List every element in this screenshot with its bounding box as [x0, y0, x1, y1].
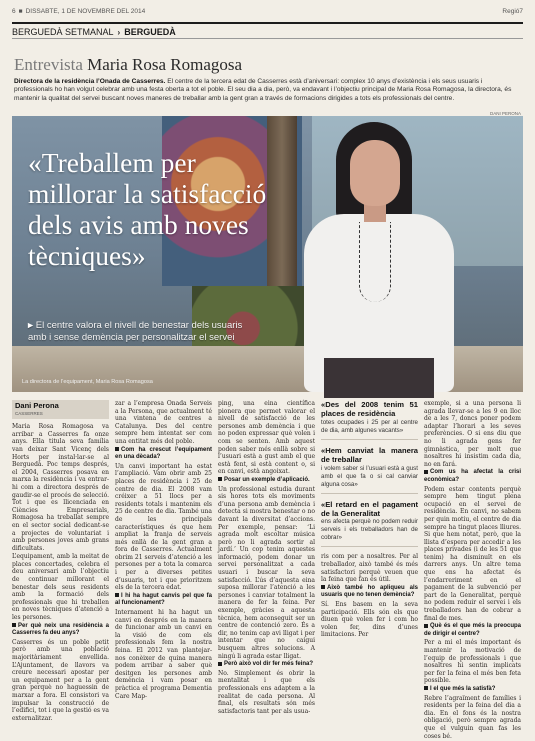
photo-subquote — [28, 320, 258, 344]
interview-question — [115, 593, 212, 608]
paragraph: ping, una eina científica pionera que permet valorar el nivell de satisfacció de les persones amb demència i que no poden expressar què volen i com se senten. Amb aquest poden saber més enllà sobre si l’usuari està a gust amb el que està fent, si està content o, si en canvi, està angoixat. — [218, 400, 315, 476]
square-bullet-icon — [115, 593, 119, 597]
interview-question — [115, 447, 212, 462]
question-text: Posar un exemple d’aplicació. — [224, 476, 310, 483]
question-text: Què és el que més la preocupa de dirigir el centre? — [424, 623, 521, 637]
byline-place: CASSERRES — [15, 410, 43, 416]
publication-name: Regió7 — [502, 8, 523, 15]
column-1 — [12, 400, 109, 723]
intro-lead: Directora de la residència l’Onada de Casserres. — [14, 78, 166, 85]
triangle-right-icon: ▸ — [28, 320, 33, 331]
headline-name: Maria Rosa Romagosa — [87, 55, 243, 74]
interview-question — [424, 623, 521, 638]
paragraph: Un canvi important ha estat l’ampliació. Vam obrir amb 25 places de residència i 25 de centre de dia. El 2008 vam créixer a 51 llocs per a residents totals i mantenim els 25 de centre de dia. També una de les principals característiques és que hem ampliat la franja de serveis més enllà de la gent gran a fora de Casserres. Actualment obrim 21 serveis d’atenció a les persones per a tota la comarca i per a diverses petites d’usuaris, tot i que prioritzem els de la tercera edat. — [115, 462, 212, 592]
paragraph: Internament hi ha hagut un canvi en després en la manera de funcionar amb un canvi en la visió de com els professionals fem la nostra feina. El 2012 van plantejar-nos conèixer de quina manera podem arribar a saber què desitgen les persones amb demència i vam posar en pràctica el programa Dementia Care Map- — [115, 609, 212, 700]
article-body — [12, 400, 523, 740]
paragraph: Sí. Ens basem en la seva participació. Ells són els que diuen què volen fer i com ho volen fer, dins d’unes limitacions. Per — [321, 601, 418, 639]
question-text: Però això vol dir fer més feina? — [224, 661, 314, 668]
subquote-text: El centre valora el nivell de benestar dels usuaris amb i sense demència per personalitzar el servei — [28, 320, 243, 343]
interview-question — [218, 661, 315, 669]
question-text: I hi ha hagut canvis pel que fa al funcionament? — [115, 592, 212, 607]
column-3 — [218, 400, 315, 716]
question-text: Com ha crescut l’equipament en una dècada? — [115, 446, 212, 461]
highlight-text: totes ocupades i 25 per al centre de dia, amb algunes vacants» — [321, 418, 418, 434]
column-4 — [321, 400, 418, 640]
article-headline — [14, 55, 242, 75]
paragraph: zar a l’empresa Onada Serveis a la Persona, que actualment té una vintena de centres a Catalunya. Des del centre sempre hem intentat ser com una entitat més del poble. — [115, 400, 212, 445]
section-name: BERGUEDÀ SETMANAL — [12, 27, 114, 37]
paragraph: Per a mi el més important és mantenir la motivació de l’equip de professionals i que nosaltres hi sentin implicats per fer la feina el més ben feta possible. — [424, 639, 521, 685]
highlight-head: «Hem canviat la manera de treballar — [321, 445, 418, 465]
paragraph: L’equipament, amb la meitat de places concertades, celebra el deu aniversari amb l’objectiu de continuar millorant el benestar dels seus residents amb la formació dels professionals que hi treballen en noves tècniques d’atenció a les persones. — [12, 553, 109, 622]
article-intro — [14, 78, 523, 103]
question-text: Això també ho apliqueu als usuaris que no tenen demència? — [321, 584, 418, 599]
person-face — [350, 140, 400, 206]
highlight-text: ens afecta perquè no podem reduir serveis i els treballadors han de cobrar» — [321, 518, 418, 542]
square-bullet-icon — [218, 477, 222, 481]
headline-kicker: Entrevista — [14, 55, 83, 74]
highlight-quote — [321, 446, 418, 494]
photo-caption: La directora de l’equipament, Maria Rosa Romagosa — [22, 379, 153, 385]
highlight-head: «El retard en el pagament de la Generalitat — [321, 499, 418, 519]
interview-question — [321, 585, 418, 600]
column-5 — [424, 400, 521, 741]
section-divider — [12, 38, 523, 39]
page-number: 6 — [12, 8, 16, 15]
paragraph: Casserres és un poble petit però amb una població majoritàriament envellida. L’Ajuntament, de llavors va creure necessari apostar per un equipament per a la gent gran perquè no haguessin de marxar a fora. El consistori va impulsar la construcció de l’edifici, tot i que la gestió es va externalitzar. — [12, 638, 109, 722]
paragraph: Maria Rosa Romagosa va arribar a Casserres fa onze anys. Ella titula seva família van deixar Sant Vicenç dels Horts per instal·lar-se al Berguedà. Poc temps després, el 2004, Casserres posava en marxa la residència i va entrar-hi com a directora després de gaudir-se el procés de selecció. Tot i que es llicenciada en Ciències Empresarials, Romagosa ha treballat sempre en el sector social dedicant-se a projectes de voluntariat i amb persones joves amb grans dificultats. — [12, 423, 109, 552]
square-bullet-icon — [424, 470, 428, 474]
byline-author: Dani Perona — [15, 401, 59, 410]
paragraph: Podem estar contents perquè sempre hem tingut plena ocupació en el servei de residència. En canvi, no sabem per quin motiu, el centre de dia sempre ha tingut places lliures. Si que hem notat, però, que la llista d’espera per accedir a les places privades (i de les 51 que tenim) ha disminuït en els darrers anys. Un altre tema que ens ha afectat és l’endarreriment en el pagament de la subvenció per part de la Generalitat, perquè no podem reduir el servei i els treballadors han de cobrar a final de mes. — [424, 485, 521, 622]
paragraph: exemple, si a una persona li agrada llevar-se a les 9 en lloc de a les 7, doncs poner podem adaptar l’horari a les seves preferències. O si ens diu que no li agrada gens fer gimnàstica, per molt que nosaltres hi insistim cada dia, no en fará. — [424, 400, 521, 468]
page-header — [12, 8, 523, 18]
paragraph: No. Simplement és obrir la mentalitat i que els professionals ens adaptem a la realitat de cada persona. Al final, els resultats són més satisfactoris tant per als usua- — [218, 669, 315, 715]
interview-question — [424, 686, 521, 694]
photo-credit: DANI PERONA — [489, 111, 521, 116]
square-icon: ■ — [18, 8, 23, 15]
question-text: Per què neix una residència a Casserres fa deu anys? — [12, 622, 109, 637]
byline — [12, 400, 109, 419]
question-text: Com us ha afectat la crisi econòmica? — [424, 469, 521, 483]
intro-text: El centre de la tercera edat de Casserres està d’aniversari: complex 10 anys d’existència i els seus usuaris i professionals ho han volgut celebrar amb una festa oberta a tot el poble. El seu dia a dia, però, va endavant i l’objectiu principal de Maria Rosa Romagosa, la directora, és mantenir la qualitat del servei buscant noves maneres de treballar amb la gent gran a través de formacions dirigides a tots els professionals del centre. — [14, 78, 512, 102]
paragraph: Un professional estudia durant sis hores tots els moviments d’una persona amb demència i detecta si mostra benestar o no davant la diversitat d’accions. Per exemple, pensar: ‘Li agrada molt escoltar música però no li agrada sortir al jardí.’ Un cop tenim aquestes informació, podem donar un servei personalitzat a cada usuari i buscar la seva satisfacció. L’ús d’aquesta eina suposa millorar l’atenció a les persones i canviar totalment la manera de fer la feina. Per exemple, gràcies a aquesta tècnica, hem aconseguit ser un centre de contenció zero. És a dir, no tenim cap avi lligat i per intentar que no caigui busquem altres solucions. A ningú li agrada estar lligat. — [218, 485, 315, 660]
highlight-quote — [321, 400, 418, 440]
highlight-quote — [321, 500, 418, 548]
square-bullet-icon — [321, 585, 325, 589]
square-bullet-icon — [115, 447, 119, 451]
page-date: DISSABTE, 1 DE NOVEMBRE DEL 2014 — [25, 8, 146, 15]
square-bullet-icon — [218, 662, 222, 666]
subsection-name: BERGUEDÀ — [124, 27, 176, 37]
section-bar — [12, 22, 523, 37]
person-legs — [324, 358, 434, 398]
chevron-right-icon: › — [117, 27, 121, 37]
square-bullet-icon — [424, 686, 428, 690]
square-bullet-icon — [424, 624, 428, 628]
column-2 — [115, 400, 212, 701]
highlight-text: i volem saber si l’usuari està a gust amb el que fa o si cal canviar alguna cosa» — [321, 464, 418, 488]
pull-quote: «Treballem per millorar la satisfacció dels avis amb noves tècniques» — [28, 147, 267, 271]
interview-question — [12, 623, 109, 638]
paragraph: Rebre l’agraïment de famílies i residents per la feina del dia a dia. En el fons és la nostra obligació, però sempre agrada que el vulguin quan fas les coses bé. — [424, 694, 521, 740]
interview-question — [218, 477, 315, 485]
person-necklace — [359, 222, 391, 302]
interview-question — [424, 469, 521, 484]
square-bullet-icon — [12, 623, 16, 627]
highlight-head: «Des del 2008 tenim 51 places de residència — [321, 400, 418, 419]
question-text: I el que més la satisfà? — [430, 685, 496, 692]
photo-person — [304, 122, 474, 392]
paragraph: ris com per a nosaltres. Per al treballador, això també és més satisfactori perquè veuen que la feina que fan és útil. — [321, 553, 418, 584]
